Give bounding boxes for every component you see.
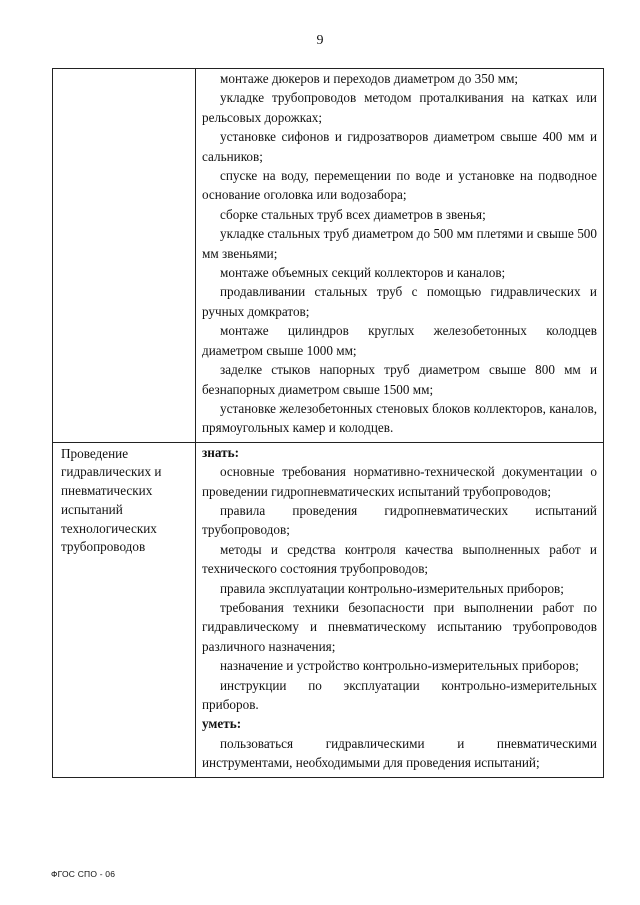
list-item: назначение и устройство контрольно-измерительных приборов; [220, 658, 579, 674]
list-item: монтаже дюкеров и переходов диаметром до 350 мм; [220, 71, 519, 86]
list-item: укладке трубопроводов методом проталкивания на катках или рельсовых дорожках; [202, 90, 597, 125]
list-item: пользоваться гидравлическими и пневматическими инструментами, необходимыми для проведения испытаний; [202, 735, 597, 771]
competency-table [52, 68, 604, 778]
page-number: 9 [316, 33, 324, 48]
list-item: правила проведения гидропневматических испытаний трубопроводов; [202, 502, 597, 538]
list-item: сборке стальных труб всех диаметров в звенья; [220, 206, 486, 222]
list-item: основные требования нормативно-технической документации о проведении гидропневматических испытаний трубопроводов; [202, 464, 597, 499]
footer-code: ФГОС СПО - 06 [51, 869, 116, 879]
requirements-cell [196, 69, 604, 443]
activity-cell: Проведение гидравлических и пневматических испытаний технологических трубопроводов [53, 442, 196, 777]
table-row [53, 69, 604, 443]
list-item: методы и средства контроля качества выполненных работ и технического состояния трубопроводов; [202, 541, 597, 577]
list-item: инструкции по эксплуатации контрольно-измерительных приборов. [202, 677, 597, 712]
know-label: знать: [202, 444, 239, 460]
can-label: уметь: [202, 716, 242, 732]
list-item: спуске на воду, перемещении по воде и установке на подводное основание оголовка или водозабора; [202, 168, 597, 203]
list-item: монтаже объемных секций коллекторов и каналов; [220, 265, 506, 281]
requirements-cell [196, 442, 604, 777]
list-item: установке сифонов и гидрозатворов диаметром свыше 400 мм и сальников; [202, 129, 597, 164]
list-item: требования техники безопасности при выполнении работ по гидравлическому и пневматическому испытанию трубопроводов различного назначения; [202, 599, 597, 654]
list-item: продавливании стальных труб с помощью гидравлических и ручных домкратов; [202, 284, 597, 319]
list-item: установке железобетонных стеновых блоков коллекторов, каналов, прямоугольных камер и колодцев. [202, 400, 597, 436]
list-item: укладке стальных труб диаметром до 500 мм плетями и свыше 500 мм звеньями; [202, 226, 597, 261]
list-item: монтаже цилиндров круглых железобетонных колодцев диаметром свыше 1000 мм; [202, 323, 597, 358]
table-row [53, 442, 604, 777]
list-item: заделке стыков напорных труб диаметром свыше 800 мм и безнапорных диаметром свыше 1500 мм; [202, 362, 597, 397]
activity-cell [53, 69, 196, 443]
list-item: правила эксплуатации контрольно-измерительных приборов; [220, 580, 564, 596]
